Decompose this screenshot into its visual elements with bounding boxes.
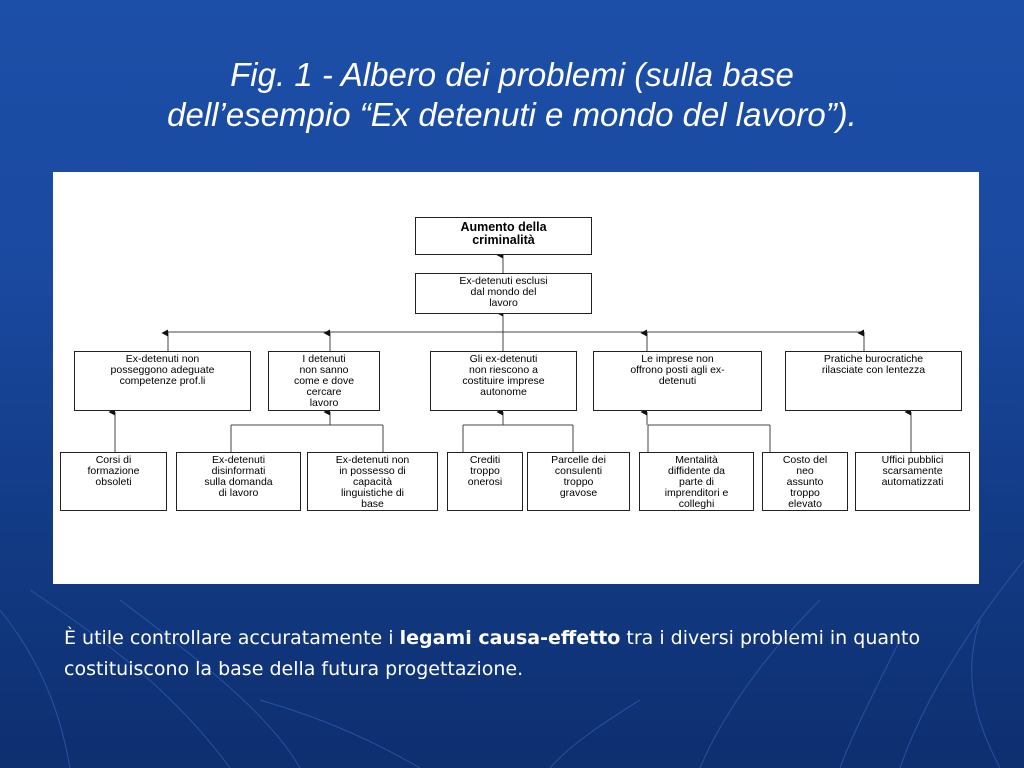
slide-title — [0, 55, 1024, 135]
cause-box: Ex-detenuti non posseggono adeguate competenze prof.li — [74, 351, 251, 411]
root-cause-box: Parcelle dei consulenti troppo gravose — [527, 452, 630, 511]
slide-caption — [64, 623, 984, 685]
cause-box: Gli ex-detenuti non riescono a costituire imprese autonome — [430, 351, 577, 411]
cause-box: I detenuti non sanno come e dove cercare lavoro — [268, 351, 380, 411]
root-cause-box: Uffici pubblici scarsamente automatizzati — [855, 452, 970, 511]
core-problem-box: Ex-detenuti esclusi dal mondo del lavoro — [415, 273, 592, 314]
root-cause-box: Corsi di formazione obsoleti — [60, 452, 167, 511]
root-cause-box: Costo del neo assunto troppo elevato — [762, 452, 848, 511]
root-cause-box: Mentalità diffidente da parte di imprenditori e colleghi — [639, 452, 754, 511]
cause-box: Le imprese non offrono posti agli ex- detenuti — [593, 351, 762, 411]
root-cause-box: Ex-detenuti non in possesso di capacità linguistiche di base — [307, 452, 438, 511]
problem-tree-panel — [53, 172, 979, 584]
title-line-2: dell’esempio “Ex detenuti e mondo del lavoro”). — [167, 96, 857, 133]
root-cause-box: Crediti troppo onerosi — [447, 452, 523, 511]
caption-text-after: tra i diversi problemi in quanto costituiscono la base della futura progettazione. — [64, 627, 921, 680]
caption-text-before: È utile controllare accuratamente i — [64, 627, 400, 649]
title-line-1: Fig. 1 - Albero dei problemi (sulla base — [230, 56, 794, 93]
cause-box: Pratiche burocratiche rilasciate con lentezza — [785, 351, 962, 411]
root-cause-box: Ex-detenuti disinformati sulla domanda di lavoro — [176, 452, 301, 511]
caption-highlight: legami causa-effetto — [399, 627, 621, 649]
effect-box: Aumento della criminalità — [415, 217, 592, 255]
